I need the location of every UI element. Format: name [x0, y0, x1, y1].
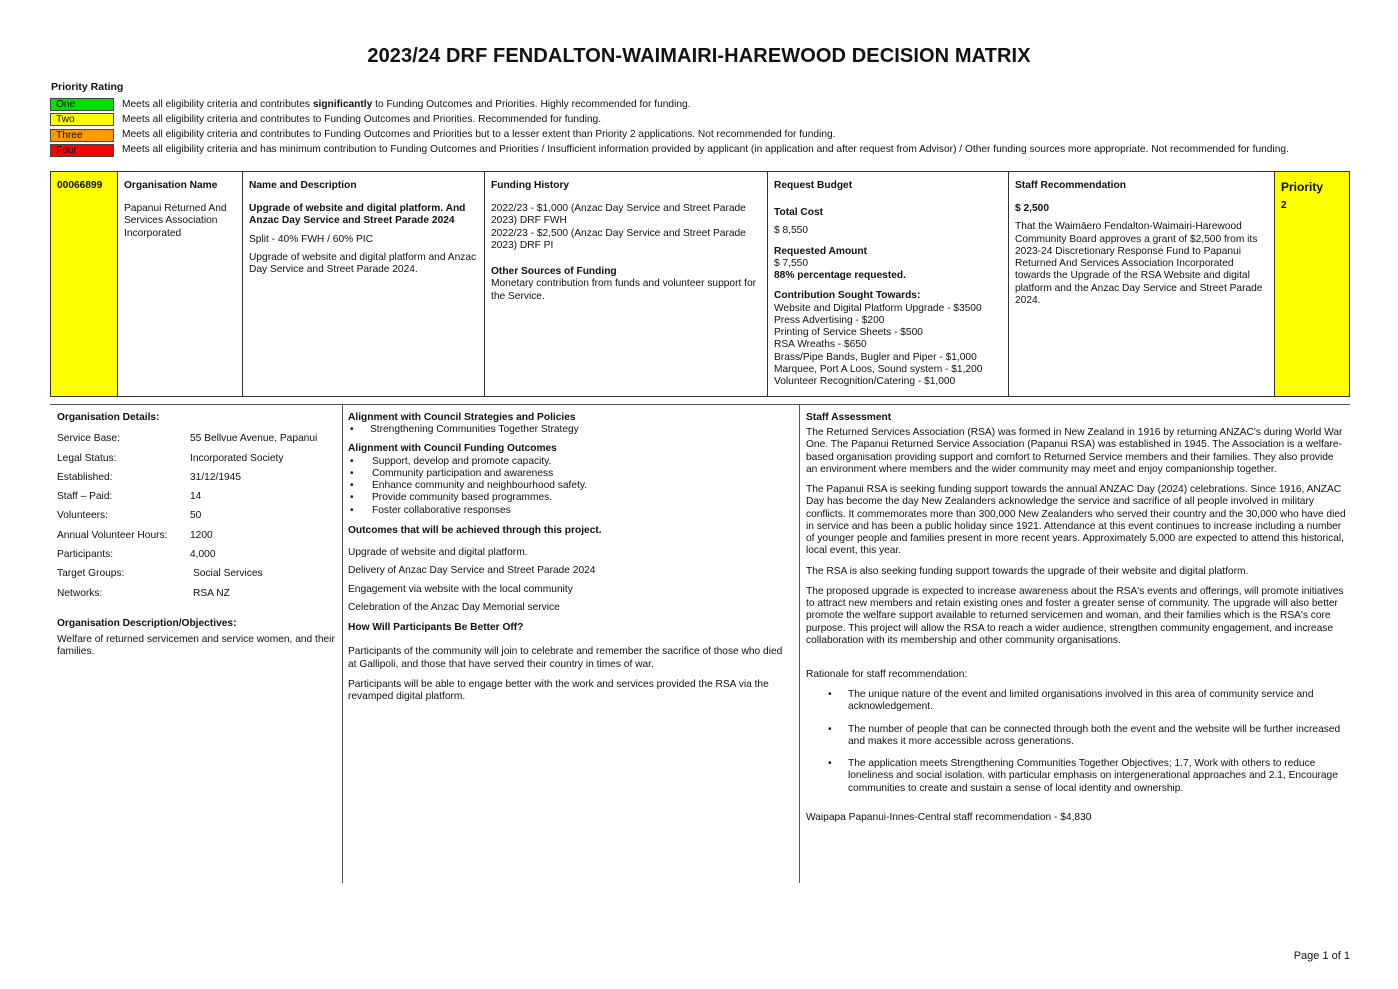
priority-header: Priority [1281, 180, 1324, 194]
staff-assessment-panel [806, 412, 1346, 824]
priority-cell [1275, 172, 1349, 396]
assessment-paragraph: The proposed upgrade is expected to increase awareness about the RSA's events and offerings, will promote initiatives to attract new members and retain existing ones and foster a greater sense of community. The upgrade will also better promote the welfare support available to returned servicemen and woman, and their families which is the RSA's core purpose. This project will allow the RSA to reach a wider audience, strengthen community engagement, and increase collaboration with its membership and other community organisations. [806, 585, 1344, 646]
contribution-item: Volunteer Recognition/Catering - $1,000 [774, 376, 956, 388]
history-item: 2022/23 - $2,500 (Anzac Day Service and Street Parade 2023) DRF PI [491, 227, 746, 251]
swatch-two: Two [50, 113, 114, 126]
legend-row-three [50, 128, 1289, 143]
history-item: 2022/23 - $1,000 (Anzac Day Service and Street Parade 2023) DRF FWH [491, 203, 746, 227]
outcome-item: • Support, develop and promote capacity. [348, 456, 790, 468]
funding-outcomes-list [348, 456, 790, 517]
funding-history-cell [485, 172, 768, 396]
priority-legend [50, 97, 1289, 158]
legend-row-four [50, 143, 1289, 158]
staff-recommendation-text: That the Waimāero Fendalton-Waimairi-Harewood Community Board approves a grant of $2,500 from its 2023-24 Discretionary Response Fund to Papanui Returned And Services Association Incorporated towards the Upgrade of the RSA Website and digital platform and the Anzac Day Service and Street Parade 2024. [1015, 221, 1263, 306]
funding-history-header: Funding History [491, 180, 570, 191]
other-board-recommendation: Waipapa Papanui-Innes-Central staff recommendation - $4,830 [806, 811, 1092, 823]
contribution-item: Marquee, Port A Loos, Sound system - $1,200 [774, 363, 983, 375]
achieved-outcomes-heading: Outcomes that will be achieved through this project. [348, 524, 602, 536]
organisation-header: Organisation Name [124, 180, 218, 191]
project-title: Upgrade of website and digital platform. And Anzac Day Service and Street Parade 2024 [249, 203, 466, 227]
legend-text-one: Meets all eligibility criteria and contributes significantly to Funding Outcomes and Priorities. Highly recommended for funding. [122, 98, 691, 110]
rationale-list [806, 689, 1346, 795]
contribution-item: Brass/Pipe Bands, Bugler and Piper - $1,000 [774, 351, 977, 363]
section-divider [50, 404, 1350, 405]
legend-row-two [50, 112, 1289, 127]
rationale-item: • The application meets Strengthening Communities Together Objectives; 1.7, Work with others to reduce loneliness and social isolation. with particular emphasis on intergenerational approaches and 2.1, Encourage communities to create and sustain a sense of local identity and ownership. [806, 758, 1346, 795]
request-budget-cell [768, 172, 1009, 396]
priority-rating-heading: Priority Rating [51, 81, 124, 93]
detail-row: Participants: 4,000 [57, 549, 216, 561]
name-description-cell [243, 172, 485, 396]
other-sources-header: Other Sources of Funding [491, 266, 617, 278]
organisation-description-text: Welfare of returned servicemen and service women, and their families. [57, 634, 335, 658]
strategy-item: • Strengthening Communities Together Strategy [348, 424, 790, 436]
staff-recommendation-header: Staff Recommendation [1015, 180, 1126, 191]
detail-row: Staff – Paid: 14 [57, 491, 202, 503]
funding-outcomes-heading: Alignment with Council Funding Outcomes [348, 443, 557, 455]
legend-text-four: Meets all eligibility criteria and has minimum contribution to Funding Outcomes and Priorities / Insufficient information provided by applicant (in application and after request from Advisor) / Other funding sources more appropriate. Not recommended for funding. [122, 144, 1289, 156]
application-id: 00066899 [57, 180, 103, 191]
legend-text-two: Meets all eligibility criteria and contributes to Funding Outcomes and Priorities. Recommended for funding. [122, 113, 602, 125]
outcome-item: • Foster collaborative responses [348, 505, 790, 517]
better-off-paragraph: Participants will be able to engage better with the work and services provided the RSA via the revamped digital platform. [348, 678, 769, 702]
contribution-item: RSA Wreaths - $650 [774, 339, 867, 351]
legend-text-three: Meets all eligibility criteria and contributes to Funding Outcomes and Priorities but to a lesser extent than Priority 2 applications. Not recommended for funding. [122, 129, 836, 141]
staff-assessment-heading: Staff Assessment [806, 412, 892, 423]
strategies-list [348, 424, 790, 436]
request-budget-header: Request Budget [774, 180, 853, 191]
requested-amount-value: $ 7,550 [774, 257, 808, 269]
detail-row: Volunteers: 50 [57, 510, 202, 522]
organisation-details-panel [57, 412, 335, 659]
rationale-heading: Rationale for staff recommendation: [806, 668, 968, 680]
organisation-description-heading: Organisation Description/Objectives: [57, 617, 237, 629]
strategies-heading: Alignment with Council Strategies and Policies [348, 412, 576, 423]
outcome-item: • Enhance community and neighbourhood safety. [348, 480, 790, 492]
organisation-name: Papanui Returned And Services Association Incorporated [124, 203, 227, 239]
assessment-paragraph: The RSA is also seeking funding support towards the upgrade of their website and digital platform. [806, 565, 1249, 577]
staff-recommendation-cell [1009, 172, 1275, 396]
detail-row: Target Groups: Social Services [57, 568, 263, 580]
detail-row: Established: 31/12/1945 [57, 471, 241, 483]
rationale-item: • The number of people that can be connected through both the event and the website will be further increased and makes it more accessible across generations. [806, 724, 1346, 748]
application-id-cell [51, 172, 118, 396]
achieved-item: Celebration of the Anzac Day Memorial service [348, 601, 560, 613]
project-description: Upgrade of website and digital platform and Anzac Day Service and Street Parade 2024. [249, 251, 477, 276]
staff-recommendation-amount: $ 2,500 [1015, 203, 1049, 215]
achieved-item: Upgrade of website and digital platform. [348, 547, 528, 559]
organisation-details-heading: Organisation Details: [57, 412, 160, 423]
legend-row-one [50, 97, 1289, 112]
priority-value: 2 [1281, 200, 1287, 212]
total-cost-value: $ 8,550 [774, 225, 808, 237]
other-sources-text: Monetary contribution from funds and volunteer support for the Service. [491, 278, 757, 302]
funding-split: Split - 40% FWH / 60% PIC [249, 233, 373, 245]
swatch-three: Three [50, 129, 114, 142]
contribution-item: Website and Digital Platform Upgrade - $3500 [774, 302, 982, 314]
total-cost-label: Total Cost [774, 207, 824, 219]
organisation-cell [118, 172, 243, 396]
better-off-heading: How Will Participants Be Better Off? [348, 622, 524, 634]
better-off-paragraph: Participants of the community will join to celebrate and remember the sacrifice of those who died at Gallipoli, and those that have served their country in times of war. [348, 646, 783, 670]
detail-row: Networks: RSA NZ [57, 587, 230, 599]
detail-row: Annual Volunteer Hours: 1200 [57, 529, 213, 541]
achieved-item: Delivery of Anzac Day Service and Street Parade 2024 [348, 565, 596, 577]
assessment-paragraph: The Returned Services Association (RSA) was formed in New Zealand in 1916 by returning ANZAC's during World War One. The Papanui Returned Service Association (Papanui RSA) was established in 1945. The Association is a welfare-based organisation providing support and comfort to Returned Service members and their families. They also provide an environment where members and the wider community may meet and enjoy companionship together. [806, 427, 1343, 475]
page-number: Page 1 of 1 [1293, 950, 1350, 962]
contribution-header: Contribution Sought Towards: [774, 290, 921, 302]
achieved-item: Engagement via website with the local community [348, 583, 573, 595]
detail-row: Legal Status: Incorporated Society [57, 452, 284, 464]
detail-row: Service Base: 55 Bellvue Avenue, Papanui [57, 433, 318, 445]
swatch-four: Four [50, 144, 114, 157]
swatch-one: One [50, 98, 114, 111]
column-divider [342, 405, 343, 883]
contribution-item: Printing of Service Sheets - $500 [774, 327, 923, 339]
decision-matrix-table [50, 171, 1350, 397]
assessment-paragraph: The Papanui RSA is seeking funding support towards the annual ANZAC Day (2024) celebrations. Since 1916, ANZAC Day has become the day New Zealanders acknowledge the service and sacrifice of all people involved in military conflicts. It commemorates more than 300,000 New Zealanders who served their country and the 30,000 who have died in service and has been a public holiday since 1921. Attendance at this event continues to increase including a number of younger people and families present in more recent years. Approximately 5,000 are expected to attend this historical, local event, this year. [806, 484, 1346, 557]
rationale-item: • The unique nature of the event and limited organisations involved in this area of community service and acknowledgement. [806, 689, 1346, 713]
alignment-panel [348, 412, 790, 703]
requested-amount-label: Requested Amount [774, 245, 868, 257]
name-description-header: Name and Description [249, 180, 357, 191]
contribution-item: Press Advertising - $200 [774, 314, 885, 326]
column-divider [799, 405, 800, 883]
document-title: 2023/24 DRF FENDALTON-WAIMAIRI-HAREWOOD DECISION MATRIX [367, 45, 1031, 67]
outcome-item: • Community participation and awareness [348, 468, 790, 480]
outcome-item: • Provide community based programmes. [348, 492, 790, 504]
percentage-requested: 88% percentage requested. [774, 270, 906, 282]
